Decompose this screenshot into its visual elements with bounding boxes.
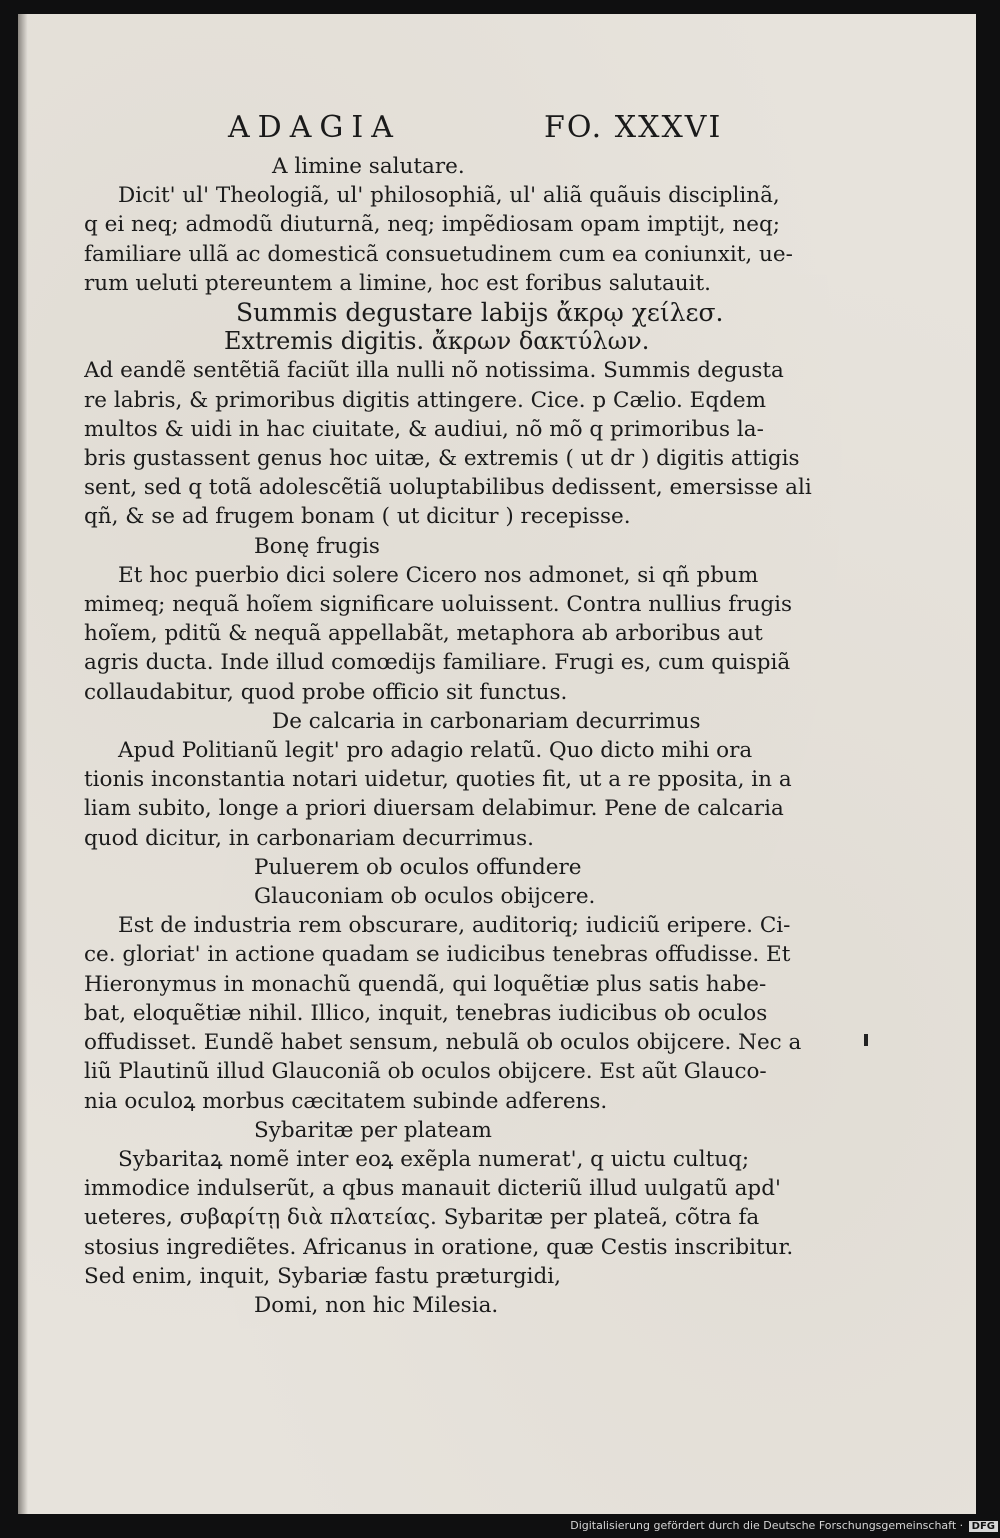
text-line: immodice indulserũt, a qbus manauit dicteriũ illud uulgatũ apd' bbox=[84, 1176, 781, 1202]
text-line: sent, sed q totã adolescẽtiã uoluptabilibus dedissent, emersisse ali bbox=[84, 475, 812, 501]
ink-mark bbox=[864, 1034, 868, 1046]
text-line: ueteres, συβαρίτῃ διὰ πλατείας. Sybaritæ per plateã, cõtra fa bbox=[84, 1205, 760, 1231]
book-page bbox=[18, 14, 976, 1514]
text-line: q ei neq; admodũ diuturnã, neq; impẽdiosam opam imptijt, neq; bbox=[84, 212, 781, 238]
text-line: Summis degustare labijs ἄκρῳ χείλεσ. bbox=[236, 298, 724, 328]
text-line: re labris, & primoribus digitis attingere. Cice. p Cælio. Eqdem bbox=[84, 387, 766, 413]
text-line: A limine salutare. bbox=[272, 154, 465, 179]
text-line: Et hoc puerbio dici solere Cicero nos admonet, si qñ pbum bbox=[118, 562, 759, 588]
text-line: Puluerem ob oculos offundere bbox=[254, 854, 582, 880]
text-line: Glauconiam ob oculos obijcere. bbox=[254, 884, 596, 910]
text-line: Extremis digitis. ἄκρων δακτύλων. bbox=[224, 327, 650, 356]
text-line: Sybaritæ per plateam bbox=[254, 1117, 492, 1143]
text-line: agris ducta. Inde illud comœdijs familiare. Frugi es, cum quispiã bbox=[84, 650, 791, 676]
text-line: qñ, & se ad frugem bonam ( ut dicitur ) recepisse. bbox=[84, 504, 631, 530]
text-line: offudisset. Eundẽ habet sensum, nebulã ob oculos obijcere. Nec a bbox=[84, 1030, 802, 1056]
text-line: Hieronymus in monachũ quendã, qui loquẽtiæ plus satis habe- bbox=[84, 971, 767, 997]
credit-text: Digitalisierung gefördert durch die Deutsche Forschungsgemeinschaft · bbox=[570, 1519, 964, 1532]
text-line: nia oculoꝝ morbus cæcitatem subinde adferens. bbox=[84, 1088, 608, 1114]
text-line: Domi, non hic Milesia. bbox=[254, 1292, 499, 1318]
digitization-credit bbox=[570, 1519, 998, 1532]
text-line: Dicit' ul' Theologiã, ul' philosophiã, ul' aliã quãuis disciplinã, bbox=[118, 183, 780, 209]
text-line: hoĩem, pditũ & nequã appellabãt, metaphora ab arboribus aut bbox=[84, 621, 763, 647]
text-line: familiare ullã ac domesticã consuetudinem cum ea coniunxit, ue- bbox=[84, 241, 793, 267]
text-line: rum ueluti ptereuntem a limine, hoc est foribus salutauit. bbox=[84, 270, 711, 296]
page-text bbox=[84, 152, 854, 1320]
text-line: Apud Politianũ legit' pro adagio relatũ. Quo dicto mihi ora bbox=[118, 738, 753, 764]
text-line: De calcaria in carbonariam decurrimus bbox=[272, 708, 701, 734]
running-title: ADAGIA bbox=[228, 110, 401, 145]
text-line: Ad eandẽ sentẽtiã faciũt illa nulli nõ notissima. Summis degusta bbox=[84, 358, 784, 384]
text-line: Sed enim, inquit, Sybariæ fastu præturgidi, bbox=[84, 1263, 561, 1289]
folio-number: FO. XXXVI bbox=[544, 110, 723, 145]
text-line: Sybaritaꝝ nomẽ inter eoꝝ exẽpla numerat', q uictu cultuq; bbox=[118, 1146, 750, 1172]
dfg-logo: DFG bbox=[969, 1521, 998, 1532]
text-line: liam subito, longe a priori diuersam delabimur. Pene de calcaria bbox=[84, 796, 784, 822]
text-line: bris gustassent genus hoc uitæ, & extremis ( ut dr ) digitis attigis bbox=[84, 446, 800, 472]
text-line: collaudabitur, quod probe officio sit functus. bbox=[84, 679, 568, 705]
text-line: stosius ingrediẽtes. Africanus in oratione, quæ Cestis inscribitur. bbox=[84, 1234, 794, 1260]
page-header bbox=[228, 110, 723, 145]
text-line: Est de industria rem obscurare, auditoriq; iudiciũ eripere. Ci- bbox=[118, 913, 791, 939]
text-line: quod dicitur, in carbonariam decurrimus. bbox=[84, 825, 534, 851]
text-line: multos & uidi in hac ciuitate, & audiui, nõ mõ q primoribus la- bbox=[84, 416, 764, 442]
text-line: tionis inconstantia notari uidetur, quoties fit, ut a re pposita, in a bbox=[84, 767, 792, 793]
text-line: bat, eloquẽtiæ nihil. Illico, inquit, tenebras iudicibus ob oculos bbox=[84, 1000, 768, 1026]
text-line: ce. gloriat' in actione quadam se iudicibus tenebras offudisse. Et bbox=[84, 942, 791, 968]
text-line: mimeq; nequã hoĩem significare uoluissent. Contra nullius frugis bbox=[84, 592, 793, 618]
text-line: liũ Plautinũ illud Glauconiã ob oculos obijcere. Est aũt Glauco- bbox=[84, 1059, 767, 1085]
text-line: Bonę frugis bbox=[254, 533, 380, 559]
